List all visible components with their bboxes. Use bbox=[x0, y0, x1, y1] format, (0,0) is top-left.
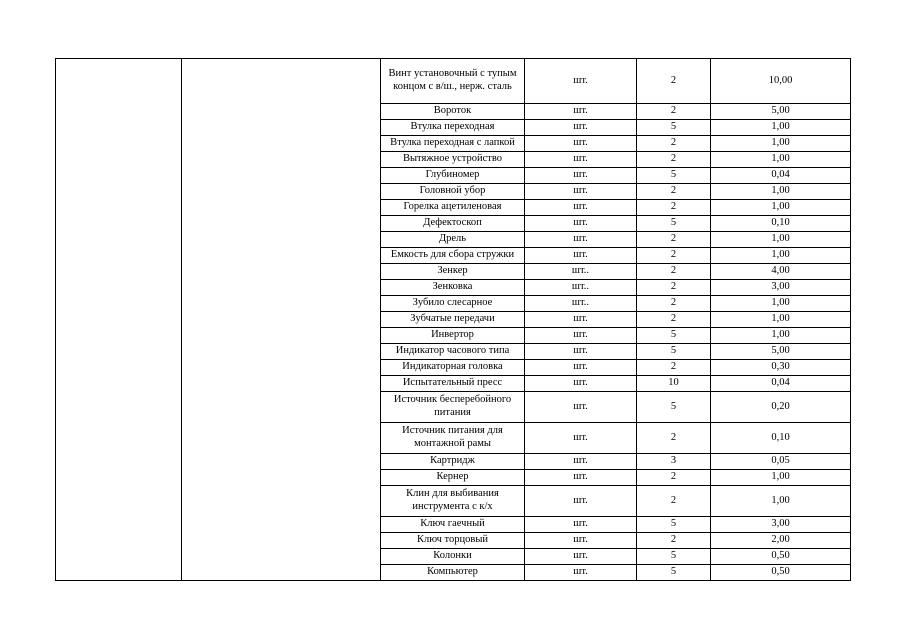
quantity-cell: 5 bbox=[637, 517, 711, 533]
table-body bbox=[56, 59, 851, 581]
quantity-cell: 2 bbox=[637, 470, 711, 486]
unit-cell: шт.. bbox=[525, 280, 637, 296]
quantity-cell: 5 bbox=[637, 168, 711, 184]
service-life-cell: 1,00 bbox=[711, 184, 851, 200]
service-life-cell: 0,04 bbox=[711, 376, 851, 392]
quantity-cell: 2 bbox=[637, 533, 711, 549]
equipment-table bbox=[55, 58, 851, 581]
item-name-cell: Дрель bbox=[381, 232, 525, 248]
quantity-cell: 2 bbox=[637, 360, 711, 376]
service-life-cell: 1,00 bbox=[711, 328, 851, 344]
item-name-cell: Горелка ацетиленовая bbox=[381, 200, 525, 216]
unit-cell: шт. bbox=[525, 232, 637, 248]
unit-cell: шт. bbox=[525, 360, 637, 376]
unit-cell: шт. bbox=[525, 168, 637, 184]
service-life-cell: 1,00 bbox=[711, 470, 851, 486]
quantity-cell: 2 bbox=[637, 423, 711, 454]
item-name-cell: Индикатор часового типа bbox=[381, 344, 525, 360]
empty-section-cell bbox=[56, 59, 182, 581]
unit-cell: шт. bbox=[525, 533, 637, 549]
unit-cell: шт.. bbox=[525, 264, 637, 280]
unit-cell: шт. bbox=[525, 104, 637, 120]
service-life-cell: 0,50 bbox=[711, 549, 851, 565]
unit-cell: шт. bbox=[525, 59, 637, 104]
service-life-cell: 3,00 bbox=[711, 517, 851, 533]
quantity-cell: 2 bbox=[637, 486, 711, 517]
quantity-cell: 2 bbox=[637, 248, 711, 264]
service-life-cell: 3,00 bbox=[711, 280, 851, 296]
quantity-cell: 2 bbox=[637, 104, 711, 120]
quantity-cell: 2 bbox=[637, 264, 711, 280]
item-name-cell: Зенковка bbox=[381, 280, 525, 296]
empty-room-cell bbox=[182, 59, 381, 581]
service-life-cell: 0,50 bbox=[711, 565, 851, 581]
service-life-cell: 1,00 bbox=[711, 200, 851, 216]
item-name-cell: Вытяжное устройство bbox=[381, 152, 525, 168]
service-life-cell: 0,10 bbox=[711, 216, 851, 232]
item-name-cell: Компьютер bbox=[381, 565, 525, 581]
quantity-cell: 2 bbox=[637, 232, 711, 248]
item-name-cell: Головной убор bbox=[381, 184, 525, 200]
service-life-cell: 0,05 bbox=[711, 454, 851, 470]
quantity-cell: 2 bbox=[637, 152, 711, 168]
unit-cell: шт. bbox=[525, 136, 637, 152]
quantity-cell: 2 bbox=[637, 312, 711, 328]
quantity-cell: 5 bbox=[637, 216, 711, 232]
item-name-cell: Источник бесперебойного питания bbox=[381, 392, 525, 423]
service-life-cell: 1,00 bbox=[711, 248, 851, 264]
quantity-cell: 2 bbox=[637, 136, 711, 152]
service-life-cell: 1,00 bbox=[711, 312, 851, 328]
item-name-cell: Индикаторная головка bbox=[381, 360, 525, 376]
service-life-cell: 0,20 bbox=[711, 392, 851, 423]
quantity-cell: 5 bbox=[637, 344, 711, 360]
unit-cell: шт. bbox=[525, 248, 637, 264]
service-life-cell: 10,00 bbox=[711, 59, 851, 104]
item-name-cell: Зубило слесарное bbox=[381, 296, 525, 312]
item-name-cell: Испытательный пресс bbox=[381, 376, 525, 392]
quantity-cell: 5 bbox=[637, 565, 711, 581]
service-life-cell: 0,04 bbox=[711, 168, 851, 184]
quantity-cell: 5 bbox=[637, 328, 711, 344]
unit-cell: шт. bbox=[525, 216, 637, 232]
unit-cell: шт.. bbox=[525, 296, 637, 312]
item-name-cell: Глубиномер bbox=[381, 168, 525, 184]
item-name-cell: Дефектоскоп bbox=[381, 216, 525, 232]
quantity-cell: 2 bbox=[637, 296, 711, 312]
service-life-cell: 2,00 bbox=[711, 533, 851, 549]
item-name-cell: Источник питания для монтажной рамы bbox=[381, 423, 525, 454]
unit-cell: шт. bbox=[525, 549, 637, 565]
quantity-cell: 5 bbox=[637, 392, 711, 423]
unit-cell: шт. bbox=[525, 486, 637, 517]
item-name-cell: Втулка переходная bbox=[381, 120, 525, 136]
quantity-cell: 3 bbox=[637, 454, 711, 470]
item-name-cell: Винт установочный с тупым концом с в/ш., нерж. сталь bbox=[381, 59, 525, 104]
service-life-cell: 5,00 bbox=[711, 344, 851, 360]
unit-cell: шт. bbox=[525, 565, 637, 581]
service-life-cell: 1,00 bbox=[711, 136, 851, 152]
unit-cell: шт. bbox=[525, 423, 637, 454]
quantity-cell: 2 bbox=[637, 184, 711, 200]
service-life-cell: 1,00 bbox=[711, 152, 851, 168]
item-name-cell: Колонки bbox=[381, 549, 525, 565]
item-name-cell: Емкость для сбора стружки bbox=[381, 248, 525, 264]
unit-cell: шт. bbox=[525, 120, 637, 136]
item-name-cell: Втулка переходная с лапкой bbox=[381, 136, 525, 152]
unit-cell: шт. bbox=[525, 200, 637, 216]
service-life-cell: 1,00 bbox=[711, 486, 851, 517]
quantity-cell: 10 bbox=[637, 376, 711, 392]
service-life-cell: 0,30 bbox=[711, 360, 851, 376]
unit-cell: шт. bbox=[525, 392, 637, 423]
unit-cell: шт. bbox=[525, 376, 637, 392]
service-life-cell: 1,00 bbox=[711, 120, 851, 136]
service-life-cell: 1,00 bbox=[711, 232, 851, 248]
unit-cell: шт. bbox=[525, 344, 637, 360]
item-name-cell: Зенкер bbox=[381, 264, 525, 280]
item-name-cell: Клин для выбивания инструмента с к/х bbox=[381, 486, 525, 517]
quantity-cell: 2 bbox=[637, 59, 711, 104]
unit-cell: шт. bbox=[525, 454, 637, 470]
unit-cell: шт. bbox=[525, 312, 637, 328]
unit-cell: шт. bbox=[525, 328, 637, 344]
item-name-cell: Ключ гаечный bbox=[381, 517, 525, 533]
service-life-cell: 4,00 bbox=[711, 264, 851, 280]
item-name-cell: Картридж bbox=[381, 454, 525, 470]
item-name-cell: Инвертор bbox=[381, 328, 525, 344]
unit-cell: шт. bbox=[525, 517, 637, 533]
service-life-cell: 5,00 bbox=[711, 104, 851, 120]
item-name-cell: Вороток bbox=[381, 104, 525, 120]
table-row bbox=[56, 59, 851, 104]
service-life-cell: 0,10 bbox=[711, 423, 851, 454]
unit-cell: шт. bbox=[525, 470, 637, 486]
unit-cell: шт. bbox=[525, 184, 637, 200]
quantity-cell: 2 bbox=[637, 200, 711, 216]
unit-cell: шт. bbox=[525, 152, 637, 168]
quantity-cell: 5 bbox=[637, 120, 711, 136]
item-name-cell: Зубчатые передачи bbox=[381, 312, 525, 328]
item-name-cell: Кернер bbox=[381, 470, 525, 486]
quantity-cell: 2 bbox=[637, 280, 711, 296]
quantity-cell: 5 bbox=[637, 549, 711, 565]
service-life-cell: 1,00 bbox=[711, 296, 851, 312]
item-name-cell: Ключ торцовый bbox=[381, 533, 525, 549]
